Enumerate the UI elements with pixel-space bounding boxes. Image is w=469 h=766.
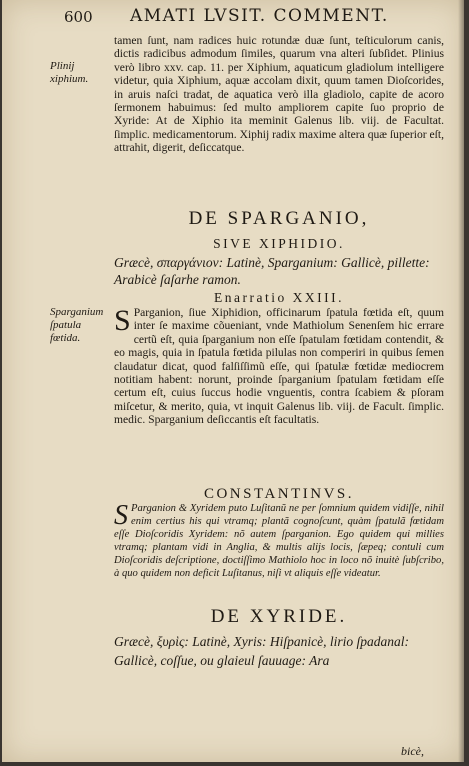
text-block-enarratio [114,306,444,427]
heading-de-sparganio: DE SPARGANIO, [188,208,370,229]
catchword: bicè, [401,744,424,758]
names-xyride: Græcè, ξυρὶς: Latinè, Xyris: Hiſpanicè, lirio ſpadanal: Gallicè, coſſue, ou glaieul ſauuage: Ara [114,634,410,668]
running-title: AMATI LVSIT. COMMENT. [130,6,389,26]
page-number: 600 [64,8,93,26]
heading-constantinus: CONSTANTINVS. [203,486,355,502]
paragraph-top: tamen ſunt, nam radices huic rotundæ duæ ſunt, teſticulorum canis, dictis radicibus admodum ſimiles, quarum vna alteri ſubſidet. Plinius verò libro xxv. cap. 11. per Xiphium, aquaticum gladiolum intelligere videtur, quia Xiphium, aquæ accolam dixit, quum tamen Dioſcorides, in aruis naſci tradat, de aquatica verò illa gladiolo, capite de acoro ſermonem habuimus: ſed multo ampliorem capite ſuo proprio de Xyride: At de Xiphio ita meminit Galenus lib. viij. de Facultat. ſimplic. medicamentorum. Xiphij radix maxime altera quæ ſuperior eſt, attrahit, digerit, deſiccatque. [114,34,445,155]
heading-sive-xiphidio: SIVE XIPHIDIO. [213,236,345,251]
book-page [2,0,464,762]
heading-enarratio: Enarratio XXIII. [214,290,344,305]
sidenote-plinius: Plinij xiphium. [50,60,89,85]
names-sparganio: Græcè, σπαργάνιον: Latinè, Sparganium: Gallicè, pillette: Arabicè ſaſarhe ramon. [114,255,430,287]
paragraph-enarratio: Parganion, ſiue Xiphidion, officinarum ſpatula fœtida eſt, quum inter ſe maxime cõueniant, vnde Mathiolum Senenſem hic errare certũ eſt, quia ſparganium non eſſe ſpatulam fœtidam contendit, & eo magis, quia in ſpatula fœtida pilulas non comperiri in quibus ſemen claudatur dicat, quod falſiſſimũ eſſe, qui ſpatulæ fœtidæ mediocrem notitiam habent: norunt, proinde ſparganium ſpatulam fœtidam eſſe certum eſt, cuius ſuccus hodie vnguentis, contra ſcabiem & pſoram miſcetur, & merito, quia, vt inquit Galenus lib. viij. de Facult. ſimplic. medic. Sparganium deſiccantis eſt facultatis. [114,306,444,427]
text-block-top [114,34,444,155]
drop-cap: S [114,304,131,337]
heading-de-xyride: DE XYRIDE. [210,606,348,627]
drop-cap-2: S [114,500,128,531]
page-header [2,6,464,30]
sidenote-sparganium: Sparganium ſpatula fœtida. [50,306,104,344]
paragraph-constantinus: Parganion & Xyridem puto Luſitanũ ne per ſomnium quidem vidiſſe, nihil enim certius his qui vtramq; plantã cognoſcunt, quàm ſpatulã fœtidam eſſe Dioſcoridis Xyridem: nõ autem ſparganion. Ego quidem qui millies vtramq; plantam vidi in Anglia, & multis alijs locis, ſæpeq; contuli cum Dioſcoridis deſcriptione, doctiſſimo Mathiolo hoc in loco nõ inuitè ſubſcribo, à quo quidem non deficit Luſitanus, niſi vt aliquis eſſe videatur. [114,503,444,579]
text-block-constantinus [114,502,444,580]
page-edge-shadow [458,0,464,762]
